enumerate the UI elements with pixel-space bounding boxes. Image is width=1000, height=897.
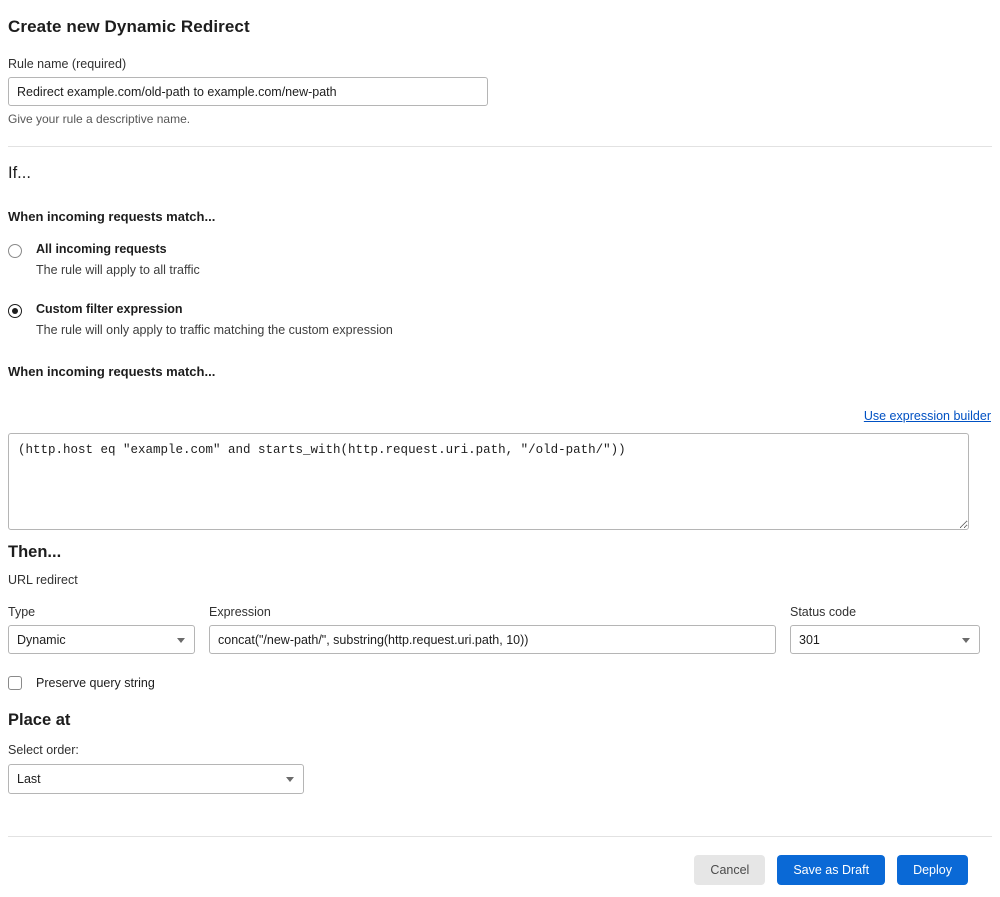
use-expression-builder-link[interactable]: Use expression builder <box>863 409 991 423</box>
status-code-select-value: 301 <box>799 632 820 647</box>
radio-desc-custom-filter: The rule will only apply to traffic matching the custom expression <box>36 323 393 337</box>
rule-name-label: Rule name (required) <box>8 57 127 71</box>
if-section-heading: If... <box>8 164 31 182</box>
filter-expression-textarea[interactable] <box>8 433 969 530</box>
save-as-draft-button[interactable]: Save as Draft <box>777 855 885 885</box>
expression-label: Expression <box>209 605 271 619</box>
cancel-button[interactable]: Cancel <box>694 855 765 885</box>
redirect-settings-row <box>8 605 992 654</box>
chevron-down-icon <box>286 777 294 782</box>
type-field <box>8 605 195 654</box>
radio-icon-custom-filter[interactable] <box>8 304 22 318</box>
chevron-down-icon <box>962 638 970 643</box>
type-select[interactable] <box>8 625 195 654</box>
then-heading-text: Then... <box>8 543 62 561</box>
expression-builder-link-row <box>8 407 992 425</box>
rule-name-input[interactable] <box>8 77 488 106</box>
preserve-query-string-row[interactable] <box>8 676 992 690</box>
then-subtitle: URL redirect <box>8 573 78 587</box>
section-divider <box>8 146 992 147</box>
order-select[interactable] <box>8 764 304 794</box>
radio-option-custom-filter-expression[interactable] <box>8 302 992 338</box>
deploy-button[interactable]: Deploy <box>897 855 968 885</box>
expression-field <box>209 605 776 654</box>
form-actions <box>8 855 992 885</box>
radio-icon-all-requests[interactable] <box>8 244 22 258</box>
radio-option-all-incoming-requests[interactable] <box>8 242 992 278</box>
footer-divider <box>8 836 992 837</box>
radio-label-custom-filter: Custom filter expression <box>36 302 183 316</box>
chevron-down-icon <box>177 638 185 643</box>
status-code-field <box>790 605 980 654</box>
place-at-heading: Place at <box>8 711 71 729</box>
type-label: Type <box>8 605 36 619</box>
order-select-value: Last <box>17 772 41 786</box>
page-title: Create new Dynamic Redirect <box>8 17 250 36</box>
create-dynamic-redirect-page <box>0 8 1000 897</box>
rule-name-help: Give your rule a descriptive name. <box>8 112 191 126</box>
radio-desc-all-requests: The rule will apply to all traffic <box>36 263 200 277</box>
preserve-query-string-label: Preserve query string <box>36 676 155 690</box>
match-heading: When incoming requests match... <box>8 209 216 224</box>
preserve-query-string-checkbox[interactable] <box>8 676 22 690</box>
then-section-heading <box>8 543 992 562</box>
redirect-expression-input[interactable] <box>209 625 776 654</box>
select-order-label: Select order: <box>8 743 79 757</box>
status-code-label: Status code <box>790 605 857 619</box>
radio-label-all-requests: All incoming requests <box>36 242 167 256</box>
status-code-select[interactable] <box>790 625 980 654</box>
type-select-value: Dynamic <box>17 632 66 647</box>
expression-heading: When incoming requests match... <box>8 364 216 379</box>
